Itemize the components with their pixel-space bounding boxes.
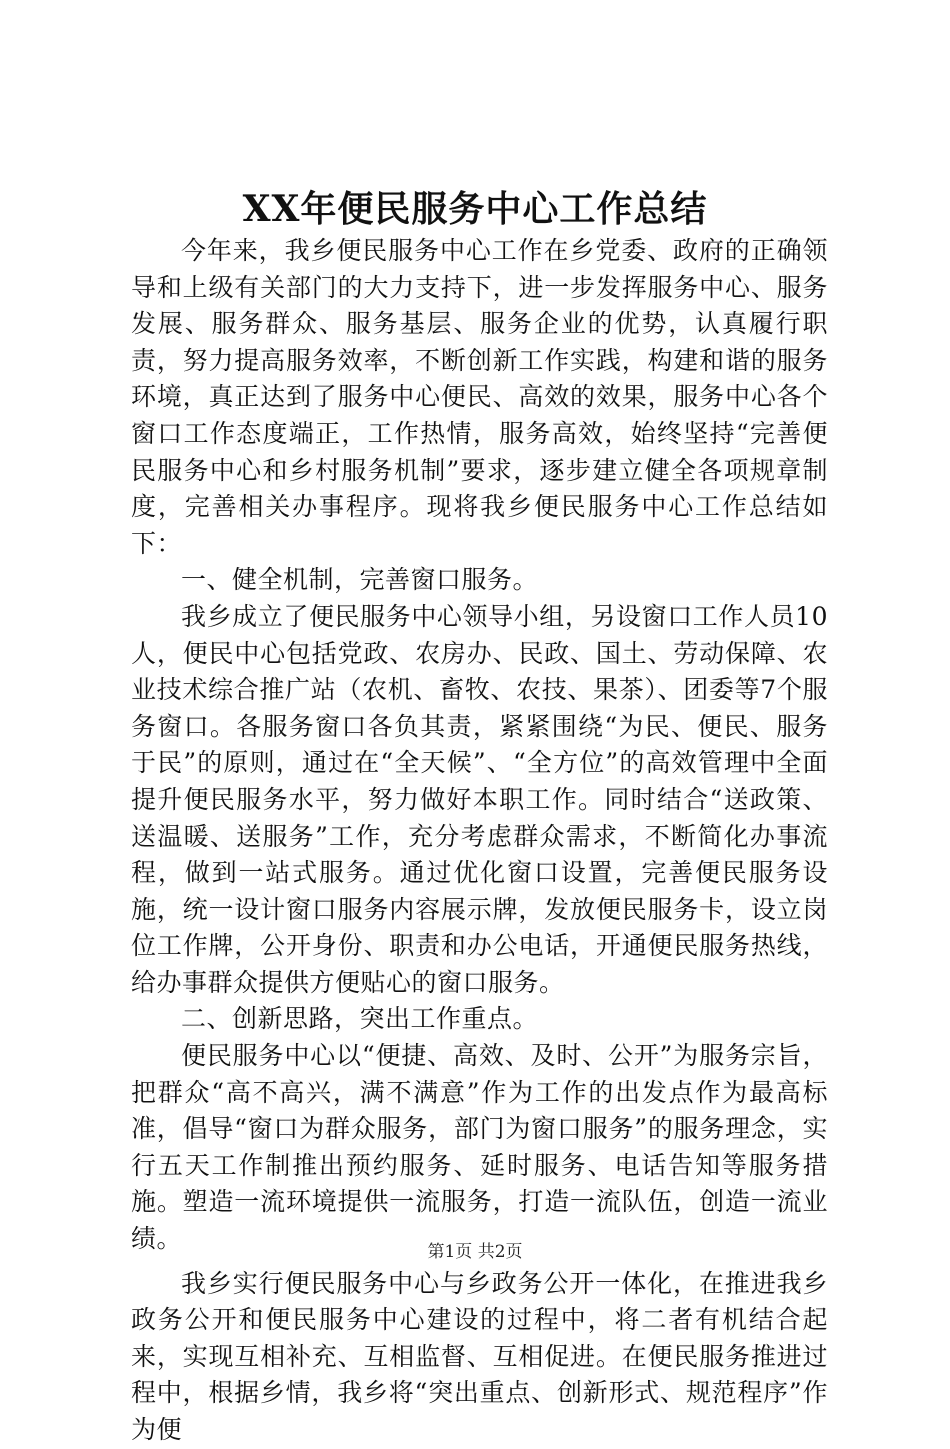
document-body (131, 233, 828, 1449)
paragraph-section-2: 便民服务中心以“便捷、高效、及时、公开”为服务宗旨，把群众“高不高兴，满不满意”作为工作的出发点作为最高标准，倡导“窗口为群众服务，部门为窗口服务”的服务理念，实行五天工作制推出预约服务、延时服务、电话告知等服务措施。塑造一流环境提供一流服务，打造一流队伍，创造一流业绩。 (131, 1041, 828, 1254)
section-heading-2: 二、创新思路，突出工作重点。 (181, 1004, 539, 1034)
paragraph-intro: 今年来，我乡便民服务中心工作在乡党委、政府的正确领导和上级有关部门的大力支持下，进一步发挥服务中心、服务发展、服务群众、服务基层、服务企业的优势，认真履行职责，努力提高服务效率，不断创新工作实践，构建和谐的服务环境，真正达到了服务中心便民、高效的效果，服务中心各个窗口工作态度端正，工作热情，服务高效，始终坚持“完善便民服务中心和乡村服务机制”要求，逐步建立健全各项规章制度，完善相关办事程序。现将我乡便民服务中心工作总结如下： (131, 236, 828, 558)
page-number-footer: 第1页 共2页 (427, 1242, 523, 1262)
section-heading-1: 一、健全机制，完善窗口服务。 (181, 565, 539, 595)
paragraph-section-2-continued: 我乡实行便民服务中心与乡政务公开一体化，在推进我乡政务公开和便民服务中心建设的过程中，将二者有机结合起来，实现互相补充、互相监督、互相促进。在便民服务推进过程中，根据乡情，我乡将“突出重点、创新形式、规范程序”作为便 (131, 1268, 828, 1444)
document-title: XX年便民服务中心工作总结 (242, 188, 708, 230)
paragraph-section-1: 我乡成立了便民服务中心领导小组，另设窗口工作人员10人，便民中心包括党政、农房办、民政、国土、劳动保障、农业技术综合推广站（农机、畜牧、农技、果茶）、团委等7个服务窗口。各服务窗口各负其责，紧紧围绕“为民、便民、服务于民”的原则，通过在“全天候”、“全方位”的高效管理中全面提升便民服务水平，努力做好本职工作。同时结合“送政策、送温暖、送服务”工作，充分考虑群众需求，不断简化办事流程，做到一站式服务。通过优化窗口设置，完善便民服务设施，统一设计窗口服务内容展示牌，发放便民服务卡，设立岗位工作牌，公开身份、职责和办公电话，开通便民服务热线，给办事群众提供方便贴心的窗口服务。 (131, 601, 828, 997)
